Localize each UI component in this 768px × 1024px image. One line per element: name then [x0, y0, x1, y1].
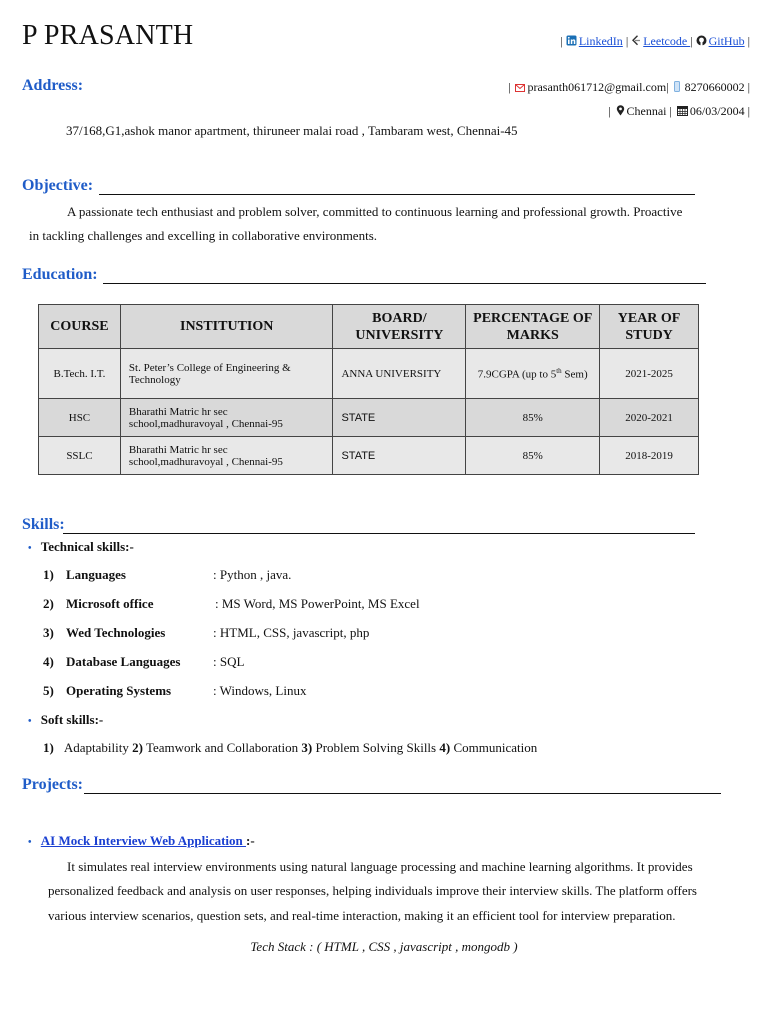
email-text[interactable]: prasanth061712@gmail.com — [527, 80, 667, 94]
project-tech-stack: Tech Stack : ( HTML , CSS , javascript , mongodb ) — [250, 939, 518, 954]
skill-value: : Windows, Linux — [213, 683, 307, 698]
separator: | — [669, 104, 672, 118]
skill-number: 5) — [43, 683, 54, 698]
year-cell: 2021-2025 — [600, 349, 699, 399]
skills-heading: Skills: — [22, 516, 65, 533]
skill-label: Operating Systems — [66, 683, 172, 698]
skill-label: Wed Technologies — [66, 625, 166, 640]
candidate-name: P PRASANTH — [22, 20, 194, 51]
project-title-line — [28, 833, 255, 849]
soft-skill: Communication — [453, 740, 538, 755]
leetcode-link[interactable]: Leetcode — [643, 34, 691, 48]
education-rule — [103, 283, 706, 284]
skill-value: : HTML, CSS, javascript, php — [213, 625, 370, 640]
soft-skill-number: 4) — [439, 740, 451, 755]
skill-value: : Python , java. — [213, 567, 292, 582]
separator: | — [747, 104, 750, 118]
percentage-cell — [466, 349, 600, 399]
objective-line-1: A passionate tech enthusiast and problem solver, committed to continuous learning and professional growth. Proactive — [67, 204, 683, 219]
skill-number: 3) — [43, 625, 54, 640]
table-row — [39, 349, 699, 399]
calendar-icon — [677, 105, 688, 120]
phone-icon — [674, 81, 680, 96]
skill-number: 1) — [43, 567, 54, 582]
contact-line-2 — [608, 104, 750, 120]
percentage-superscript: th — [556, 366, 562, 375]
contact-line-1 — [508, 80, 750, 96]
address-text: 37/168,G1,ashok manor apartment, thiruneer malai road , Tambaram west, Chennai-45 — [66, 123, 518, 138]
objective-line-2: in tackling challenges and excelling in collaborative environments. — [29, 228, 377, 243]
linkedin-link[interactable]: LinkedIn — [578, 34, 623, 48]
course-cell: B.Tech. I.T. — [39, 349, 121, 399]
course-cell: HSC — [39, 399, 121, 437]
location-text: Chennai — [626, 104, 667, 118]
percentage-cell: 85% — [466, 399, 600, 437]
year-cell: 2018-2019 — [600, 437, 699, 475]
skills-rule — [63, 533, 695, 534]
phone-text: 8270660002 — [684, 80, 745, 94]
skill-row — [43, 683, 307, 699]
linkedin-icon — [566, 35, 577, 50]
skill-row — [43, 625, 370, 641]
board-cell: ANNA UNIVERSITY — [333, 349, 466, 399]
projects-rule — [84, 793, 721, 794]
link-separator: | — [560, 34, 563, 48]
dob-text: 06/03/2004 — [689, 104, 745, 118]
project-description-line-3: various interview scenarios, question sets, and real-time interaction, making it an efficient tool for interview preparation. — [48, 908, 676, 923]
skill-row — [43, 596, 420, 612]
institution-cell: St. Peter’s College of Engineering & Technology — [120, 349, 333, 399]
header-percentage: PERCENTAGE OF MARKS — [466, 305, 600, 349]
email-icon — [515, 81, 525, 96]
objective-heading: Objective: — [22, 177, 94, 194]
soft-skill: Teamwork and Collaboration — [145, 740, 299, 755]
skill-number: 2) — [43, 596, 54, 611]
header-year: YEAR OF STUDY — [600, 305, 699, 349]
board-cell: STATE — [333, 399, 466, 437]
institution-cell: Bharathi Matric hr sec school,madhuravoyal , Chennai-95 — [120, 399, 333, 437]
board-cell: STATE — [333, 437, 466, 475]
leetcode-icon — [631, 35, 641, 50]
separator: | — [666, 80, 669, 94]
table-row — [39, 399, 699, 437]
skill-value: : MS Word, MS PowerPoint, MS Excel — [215, 596, 420, 611]
header-course: COURSE — [39, 305, 121, 349]
soft-skills-list — [43, 740, 537, 756]
skill-row — [43, 654, 245, 670]
technical-skills-heading — [28, 539, 134, 555]
soft-skill: Adaptability — [63, 740, 129, 755]
table-row — [39, 437, 699, 475]
soft-skills-heading — [28, 712, 103, 728]
education-table — [38, 304, 699, 475]
percentage-cell: 85% — [466, 437, 600, 475]
skill-row — [43, 567, 292, 583]
github-icon — [696, 35, 707, 50]
percentage-text: 7.9CGPA (up to 5 — [477, 368, 557, 381]
address-heading: Address: — [22, 77, 84, 94]
skill-label: Microsoft office — [66, 596, 154, 611]
objective-rule — [99, 194, 695, 195]
table-header-row — [39, 305, 699, 349]
link-separator: | — [690, 34, 693, 48]
soft-skill-number: 2) — [132, 740, 143, 755]
bullet-icon: • — [28, 837, 32, 848]
header-board: BOARD/ UNIVERSITY — [333, 305, 466, 349]
profile-links — [560, 34, 750, 50]
technical-skills-label: Technical skills:- — [40, 539, 134, 554]
project-description-line-1: It simulates real interview environments using natural language processing and machine learning algorithms. It provides — [67, 859, 693, 874]
bullet-icon: • — [28, 716, 32, 727]
header-institution: INSTITUTION — [120, 305, 333, 349]
link-separator: | — [625, 34, 629, 48]
skill-label: Database Languages — [66, 654, 181, 669]
separator: | — [508, 80, 511, 94]
soft-skill: Problem Solving Skills — [315, 740, 437, 755]
soft-skill-number: 3) — [301, 740, 313, 755]
link-separator: | — [747, 34, 750, 48]
soft-skills-label: Soft skills:- — [40, 712, 104, 727]
bullet-icon: • — [28, 543, 32, 554]
map-pin-icon — [616, 105, 625, 120]
separator: | — [608, 104, 611, 118]
separator: | — [747, 80, 750, 94]
project-title-suffix: :- — [246, 833, 255, 848]
institution-cell: Bharathi Matric hr sec school,madhuravoyal , Chennai-95 — [120, 437, 333, 475]
skill-number: 4) — [43, 654, 54, 669]
project-title-link[interactable]: AI Mock Interview Web Application — [40, 833, 247, 848]
course-cell: SSLC — [39, 437, 121, 475]
projects-heading: Projects: — [22, 776, 83, 793]
year-cell: 2020-2021 — [600, 399, 699, 437]
skill-label: Languages — [66, 567, 126, 582]
percentage-tail: Sem) — [561, 368, 588, 381]
project-description-line-2: personalized feedback and analysis on user responses, helping individuals improve their interview skills. The platform offers — [48, 883, 697, 898]
soft-skill-number: 1) — [43, 740, 54, 755]
education-heading: Education: — [22, 266, 98, 283]
github-link[interactable]: GitHub — [708, 34, 745, 48]
skill-value: : SQL — [213, 654, 245, 669]
